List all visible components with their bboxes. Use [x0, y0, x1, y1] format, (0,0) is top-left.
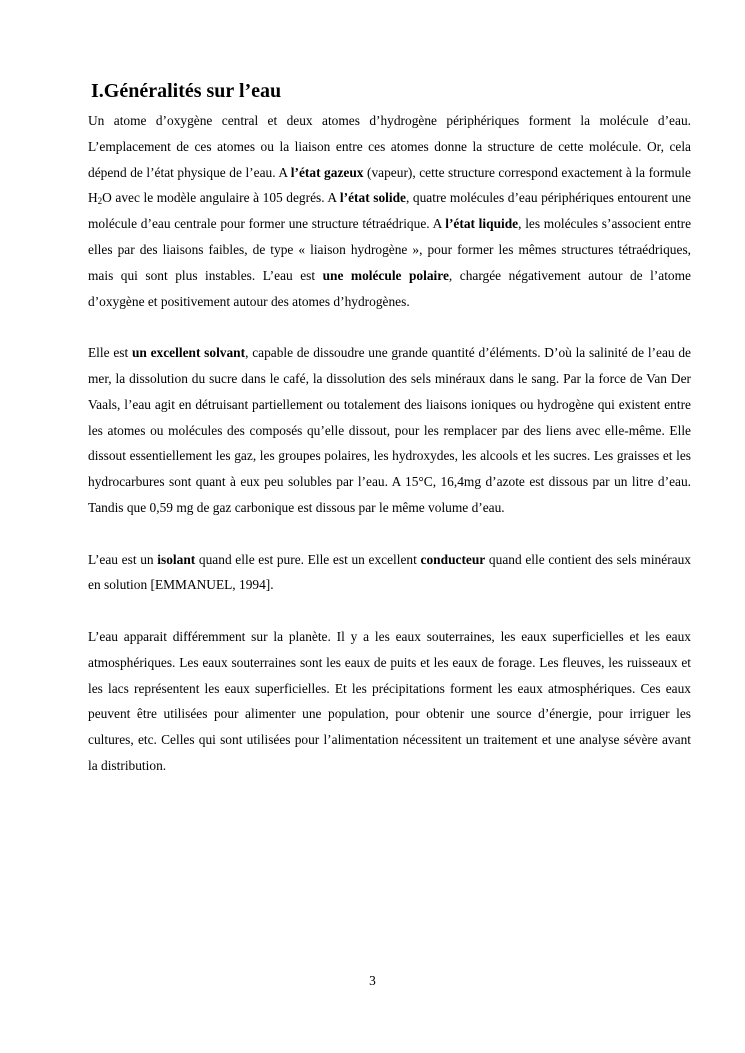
paragraph-spacer: [88, 521, 691, 547]
paragraph-water-structure: [88, 108, 691, 314]
text-run: L’eau apparait différemment sur la planète. Il y a les eaux souterraines, les eaux superficielles et les eaux atmosphériques. Les eaux souterraines sont les eaux de puits et les eaux de forage. Les fleuves, les ruisseaux et les lacs représentent les eaux superficielles. Et les précipitations forment les eaux atmosphériques. Ces eaux peuvent être utilisées pour alimenter une population, pour obtenir une source d’énergie, pour irriguer les cultures, etc. Celles qui sont utilisées pour l’alimentation nécessitent un traitement et une analyse sévère avant la distribution.: [88, 628, 691, 773]
text-run: , quatre molécules d’eau périphériques entourent une molécule d’eau centrale pour former une structure tétraédrique. A: [88, 190, 691, 232]
bold-term-conductor: conducteur: [420, 551, 486, 567]
paragraph-spacer: [88, 598, 691, 624]
bold-term-liquid-state: l’état liquide: [445, 216, 519, 232]
paragraph-conductivity: [88, 547, 691, 599]
bold-term-polar-molecule: une molécule polaire: [322, 267, 449, 283]
text-run: quand elle contient des sels minéraux en solution [EMMANUEL, 1994].: [88, 551, 691, 593]
text-run: Elle est: [88, 345, 132, 361]
bold-term-insulator: isolant: [157, 551, 196, 567]
paragraph-solvent: [88, 340, 691, 521]
page-number: 3: [369, 973, 376, 988]
text-run: Un atome d’oxygène central et deux atomes d’hydrogène périphériques forment la molécule d’eau. L’emplacement de ces atomes ou la liaison entre ces atomes donne la structure de cette molécule. Or, cela dépend de l’état physique de l’eau. A: [88, 113, 691, 180]
text-run: L’eau est un: [88, 551, 158, 567]
subscript-2: 2: [97, 196, 103, 207]
bold-term-gaseous-state: l’état gazeux: [290, 164, 364, 180]
section-heading: I.Généralités sur l’eau: [91, 80, 282, 102]
text-run: O avec le modèle angulaire à 105 degrés. A: [102, 190, 340, 206]
text-run: quand elle est pure. Elle est un excellent: [195, 551, 421, 567]
bold-term-solid-state: l’état solide: [339, 190, 406, 206]
text-run: , capable de dissoudre une grande quantité d’éléments. D’où la salinité de l’eau de mer, la dissolution du sucre dans le café, la dissolution des sels minéraux dans le sang. Par la force de Van Der Vaals, l’eau agit en détruisant partiellement ou totalement des liaisons ioniques ou hydrogène qui existent entre les atomes ou molécules des composés qu’elle dissout, pour les remplacer par des liens avec elle-même. Elle dissout essentiellement les gaz, les groupes polaires, les hydroxydes, les alcools et les sucres. Les graisses et les hydrocarbures sont quant à eux peu solubles par l’eau. A 15°C, 16,4mg d’azote est dissous par un litre d’eau. Tandis que 0,59 mg de gaz carbonique est dissous par le même volume d’eau.: [88, 345, 691, 515]
paragraph-water-sources: [88, 624, 691, 779]
text-run: (vapeur), cette structure correspond exactement à la formule H: [88, 164, 691, 206]
paragraph-spacer: [88, 314, 691, 340]
text-run: , les molécules s’associent entre elles par des liaisons faibles, de type « liaison hydrogène », pour former les mêmes structures tétraédriques, mais qui sont plus instables. L’eau est: [88, 216, 692, 283]
text-run: , chargée négativement autour de l’atome d’oxygène et positivement autour des atomes d’hydrogènes.: [88, 267, 691, 309]
document-page: [88, 78, 691, 779]
bold-term-solvent: un excellent solvant: [131, 345, 246, 361]
